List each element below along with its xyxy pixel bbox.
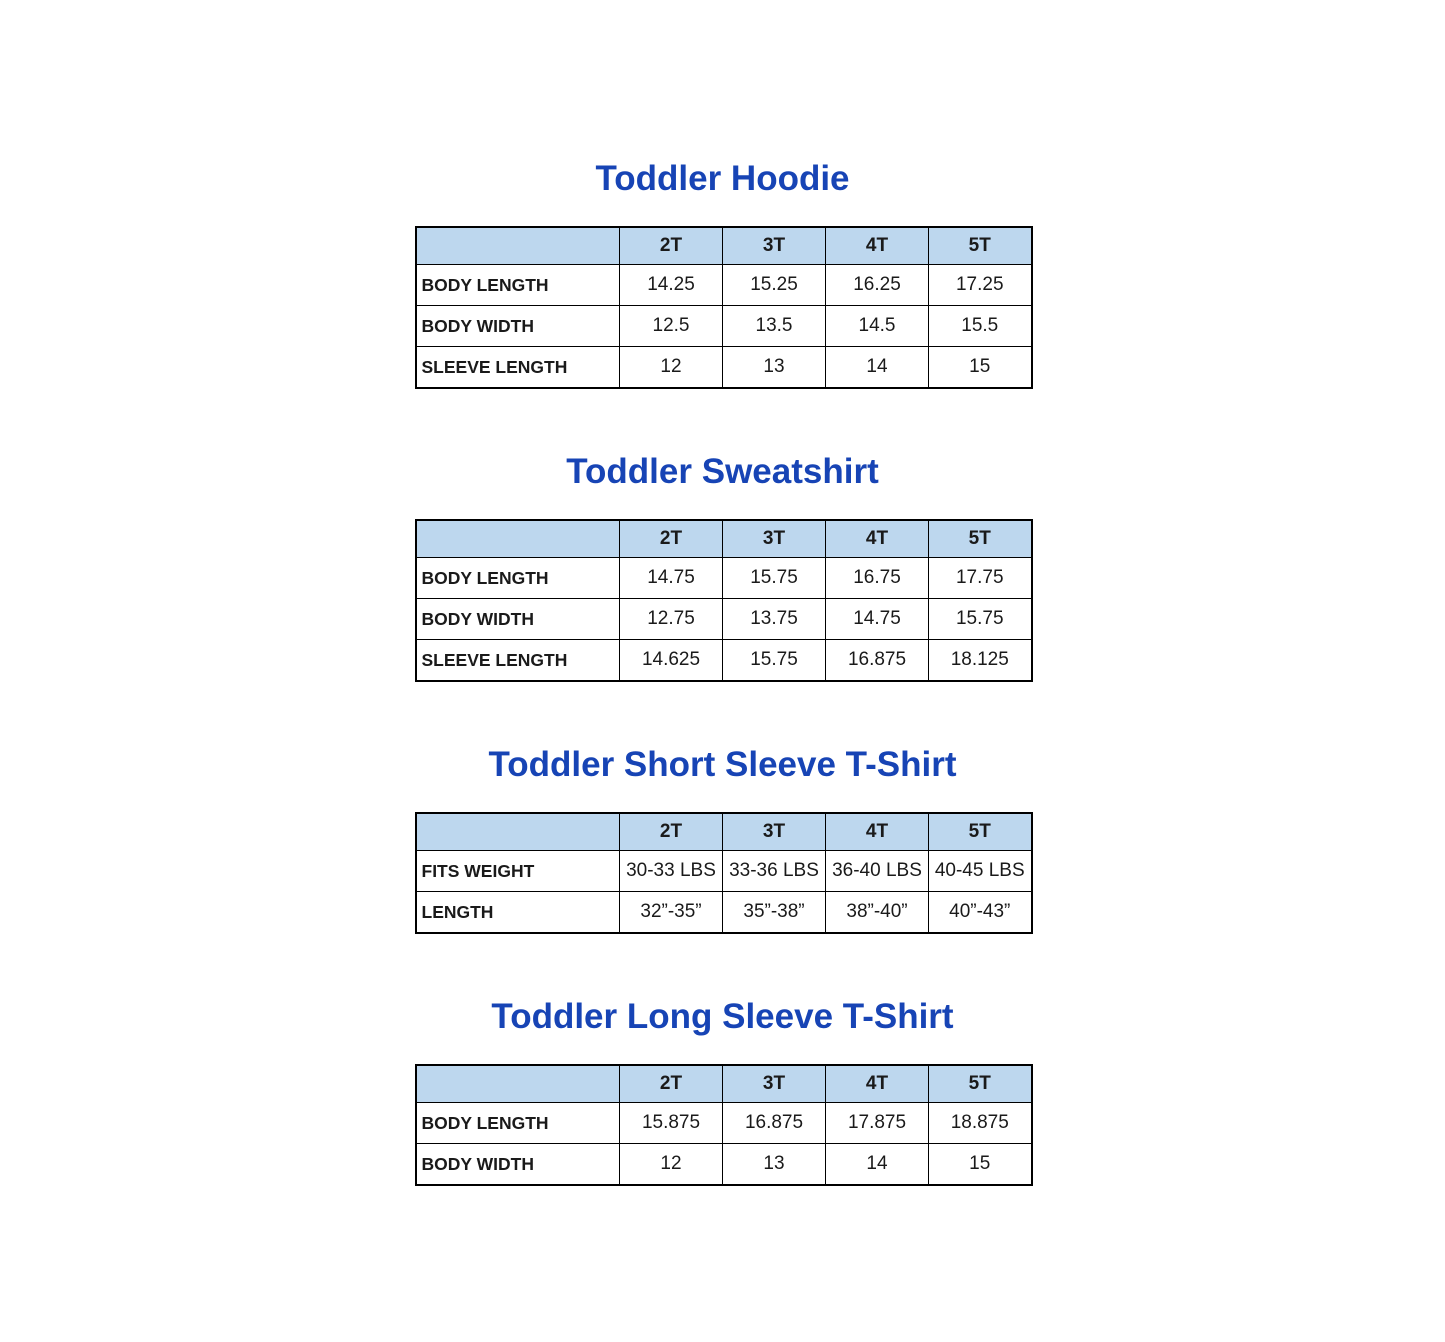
value-cell: 17.75	[929, 558, 1032, 599]
value-cell: 17.25	[929, 265, 1032, 306]
column-header-cell: 2T	[620, 520, 723, 558]
value-cell: 14	[826, 347, 929, 389]
value-cell: 13	[723, 1144, 826, 1186]
value-cell: 16.875	[826, 640, 929, 682]
size-chart-section	[415, 451, 1031, 682]
size-table	[415, 1064, 1033, 1186]
chart-title: Toddler Long Sleeve T-Shirt	[491, 997, 954, 1036]
table-row	[416, 892, 1032, 934]
column-header-cell: 5T	[929, 227, 1032, 265]
value-cell: 12	[620, 1144, 723, 1186]
value-cell: 15	[929, 1144, 1032, 1186]
value-cell: 15.75	[929, 599, 1032, 640]
value-cell: 40”-43”	[929, 892, 1032, 934]
header-row	[416, 1065, 1032, 1103]
column-header-cell: 5T	[929, 520, 1032, 558]
row-label-cell: BODY LENGTH	[416, 558, 620, 599]
table-row	[416, 1103, 1032, 1144]
value-cell: 12.5	[620, 306, 723, 347]
size-chart-section	[415, 996, 1031, 1186]
size-chart-list	[415, 158, 1031, 1186]
table-row	[416, 306, 1032, 347]
header-row	[416, 227, 1032, 265]
table-row	[416, 1144, 1032, 1186]
size-chart-section	[415, 158, 1031, 389]
value-cell: 15	[929, 347, 1032, 389]
chart-title: Toddler Hoodie	[595, 159, 850, 198]
value-cell: 13.75	[723, 599, 826, 640]
value-cell: 14.75	[620, 558, 723, 599]
value-cell: 38”-40”	[826, 892, 929, 934]
column-header-cell: 4T	[826, 1065, 929, 1103]
row-label-cell: SLEEVE LENGTH	[416, 347, 620, 389]
value-cell: 35”-38”	[723, 892, 826, 934]
value-cell: 17.875	[826, 1103, 929, 1144]
row-label-cell: BODY LENGTH	[416, 1103, 620, 1144]
corner-header-cell	[416, 1065, 620, 1103]
value-cell: 14.625	[620, 640, 723, 682]
value-cell: 15.25	[723, 265, 826, 306]
column-header-cell: 2T	[620, 1065, 723, 1103]
value-cell: 15.875	[620, 1103, 723, 1144]
row-label-cell: SLEEVE LENGTH	[416, 640, 620, 682]
value-cell: 16.25	[826, 265, 929, 306]
value-cell: 18.125	[929, 640, 1032, 682]
value-cell: 15.75	[723, 558, 826, 599]
value-cell: 16.75	[826, 558, 929, 599]
value-cell: 32”-35”	[620, 892, 723, 934]
header-row	[416, 520, 1032, 558]
column-header-cell: 2T	[620, 813, 723, 851]
column-header-cell: 3T	[723, 1065, 826, 1103]
value-cell: 14	[826, 1144, 929, 1186]
value-cell: 13	[723, 347, 826, 389]
column-header-cell: 4T	[826, 227, 929, 265]
column-header-cell: 3T	[723, 813, 826, 851]
value-cell: 36-40 LBS	[826, 851, 929, 892]
row-label-cell: BODY LENGTH	[416, 265, 620, 306]
column-header-cell: 2T	[620, 227, 723, 265]
column-header-cell: 5T	[929, 1065, 1032, 1103]
value-cell: 14.75	[826, 599, 929, 640]
value-cell: 18.875	[929, 1103, 1032, 1144]
value-cell: 15.5	[929, 306, 1032, 347]
chart-title: Toddler Sweatshirt	[566, 452, 879, 491]
value-cell: 14.25	[620, 265, 723, 306]
column-header-cell: 5T	[929, 813, 1032, 851]
column-header-cell: 4T	[826, 813, 929, 851]
value-cell: 33-36 LBS	[723, 851, 826, 892]
value-cell: 16.875	[723, 1103, 826, 1144]
row-label-cell: BODY WIDTH	[416, 1144, 620, 1186]
value-cell: 30-33 LBS	[620, 851, 723, 892]
corner-header-cell	[416, 520, 620, 558]
row-label-cell: FITS WEIGHT	[416, 851, 620, 892]
value-cell: 40-45 LBS	[929, 851, 1032, 892]
value-cell: 13.5	[723, 306, 826, 347]
column-header-cell: 3T	[723, 227, 826, 265]
row-label-cell: BODY WIDTH	[416, 306, 620, 347]
table-row	[416, 558, 1032, 599]
size-table	[415, 519, 1033, 682]
header-row	[416, 813, 1032, 851]
size-table	[415, 226, 1033, 389]
value-cell: 12	[620, 347, 723, 389]
value-cell: 14.5	[826, 306, 929, 347]
corner-header-cell	[416, 227, 620, 265]
column-header-cell: 3T	[723, 520, 826, 558]
table-row	[416, 640, 1032, 682]
corner-header-cell	[416, 813, 620, 851]
size-table	[415, 812, 1033, 934]
column-header-cell: 4T	[826, 520, 929, 558]
table-row	[416, 599, 1032, 640]
table-row	[416, 851, 1032, 892]
value-cell: 15.75	[723, 640, 826, 682]
row-label-cell: LENGTH	[416, 892, 620, 934]
row-label-cell: BODY WIDTH	[416, 599, 620, 640]
table-row	[416, 347, 1032, 389]
value-cell: 12.75	[620, 599, 723, 640]
size-charts-page	[415, 0, 1031, 1186]
table-row	[416, 265, 1032, 306]
size-chart-section	[415, 744, 1031, 934]
chart-title: Toddler Short Sleeve T-Shirt	[488, 745, 957, 784]
